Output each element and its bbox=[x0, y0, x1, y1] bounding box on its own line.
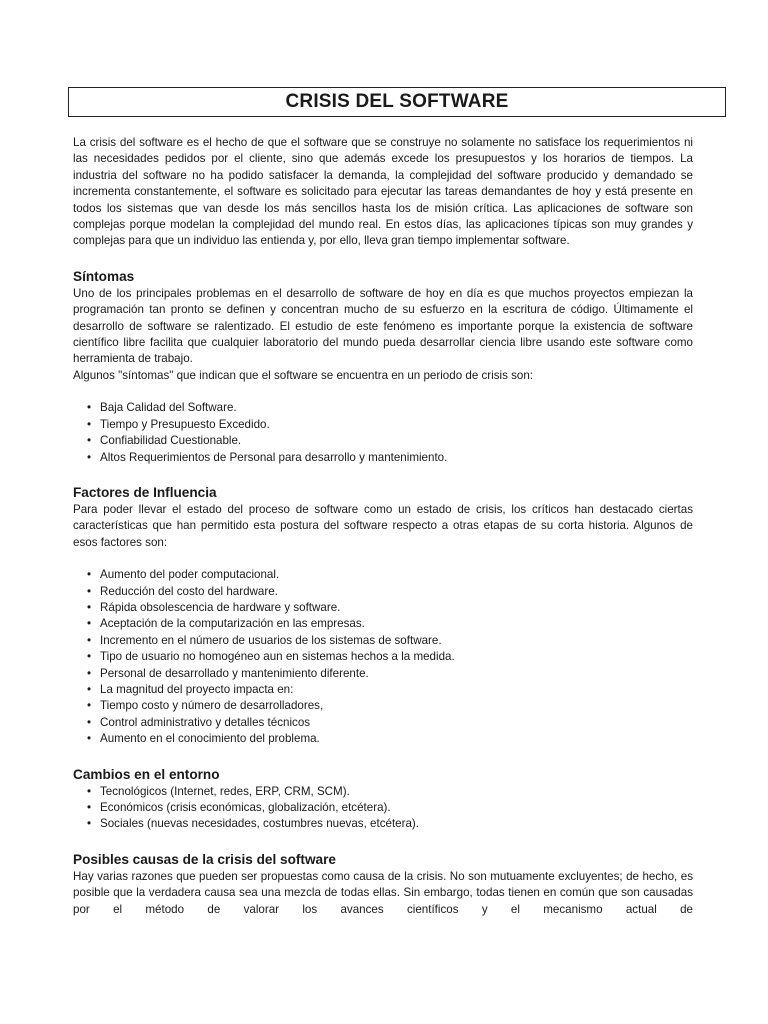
cambios-list bbox=[86, 784, 693, 833]
list-item: • Sociales (nuevas necesidades, costumbres nuevas, etcétera). bbox=[86, 816, 693, 832]
heading-cambios: Cambios en el entorno bbox=[73, 766, 220, 782]
sintomas-lead: Algunos "síntomas" que indican que el software se encuentra en un periodo de crisis son: bbox=[73, 368, 534, 382]
list-item: • Incremento en el número de usuarios de los sistemas de software. bbox=[86, 633, 693, 649]
list-item: • Tiempo costo y número de desarrolladores, bbox=[86, 698, 693, 714]
list-item: • Control administrativo y detalles técnicos bbox=[86, 715, 693, 731]
list-item: • Rápida obsolescencia de hardware y software. bbox=[86, 600, 693, 616]
document-page bbox=[73, 87, 693, 918]
list-item: • Aumento en el conocimiento del problema. bbox=[86, 731, 693, 747]
factores-paragraph: Para poder llevar el estado del proceso de software como un estado de crisis, los críticos han destacado ciertas características que han permitido esta postura del software respecto a otras etapas de su corta historia. Algunos de esos factores son: bbox=[73, 502, 693, 549]
factores-list bbox=[86, 567, 693, 747]
document-content bbox=[73, 135, 693, 918]
list-item: • Aceptación de la computarización en las empresas. bbox=[86, 616, 693, 632]
list-item: • La magnitud del proyecto impacta en: bbox=[86, 682, 693, 698]
list-item: • Personal de desarrollado y mantenimiento diferente. bbox=[86, 666, 693, 682]
list-item: • Tiempo y Presupuesto Excedido. bbox=[86, 417, 693, 433]
list-item: • Reducción del costo del hardware. bbox=[86, 584, 693, 600]
sintomas-list bbox=[86, 400, 693, 466]
document-title: CRISIS DEL SOFTWARE bbox=[285, 91, 509, 112]
sintomas-paragraph: Uno de los principales problemas en el desarrollo de software de hoy en día es que muchos proyectos empiezan la programación tan pronto se definen y concentran mucho de su esfuerzo en la escritura de código. Últimamente el desarrollo de software se ralentizado. El estudio de este fenómeno es importante porque la existencia de software científico libre facilita que cualquier laboratorio del mundo pueda desarrollar ciencia libre usando este software como herramienta de trabajo. bbox=[73, 286, 693, 366]
title-box bbox=[68, 87, 726, 117]
list-item: • Altos Requerimientos de Personal para desarrollo y mantenimiento. bbox=[86, 450, 693, 466]
heading-sintomas: Síntomas bbox=[73, 268, 135, 284]
list-item: • Económicos (crisis económicas, globalización, etcétera). bbox=[86, 800, 693, 816]
list-item: • Aumento del poder computacional. bbox=[86, 567, 693, 583]
list-item: • Baja Calidad del Software. bbox=[86, 400, 693, 416]
intro-paragraph: La crisis del software es el hecho de que el software que se construye no solamente no satisface los requerimientos ni las necesidades pedidos por el cliente, sino que además excede los presupuestos y los horarios de tiempos. La industria del software no ha podido satisfacer la demanda, la complejidad del software producido y demandado se incrementa constantemente, el software es solicitado para ejecutar las tareas demandantes de hoy y está presente en todos los sistemas que van desde los más sencillos hasta los de misión crítica. Las aplicaciones de software son complejas porque modelan la complejidad del mundo real. En estos días, las aplicaciones típicas son muy grandes y complejas para que un individuo las entienda y, por ello, lleva gran tiempo implementar software. bbox=[73, 136, 693, 248]
list-item: • Confiabilidad Cuestionable. bbox=[86, 433, 693, 449]
causas-paragraph: Hay varias razones que pueden ser propuestas como causa de la crisis. No son mutuamente excluyentes; de hecho, es posible que la verdadera causa sea una mezcla de todas ellas. Sin embargo, todas tienen en común que son causadas por el método de valorar los avances científicos y el mecanismo actual de bbox=[73, 869, 693, 916]
list-item: • Tecnológicos (Internet, redes, ERP, CRM, SCM). bbox=[86, 784, 693, 800]
list-item: • Tipo de usuario no homogéneo aun en sistemas hechos a la medida. bbox=[86, 649, 693, 665]
heading-factores: Factores de Influencia bbox=[73, 484, 217, 500]
heading-causas: Posibles causas de la crisis del software bbox=[73, 851, 336, 867]
